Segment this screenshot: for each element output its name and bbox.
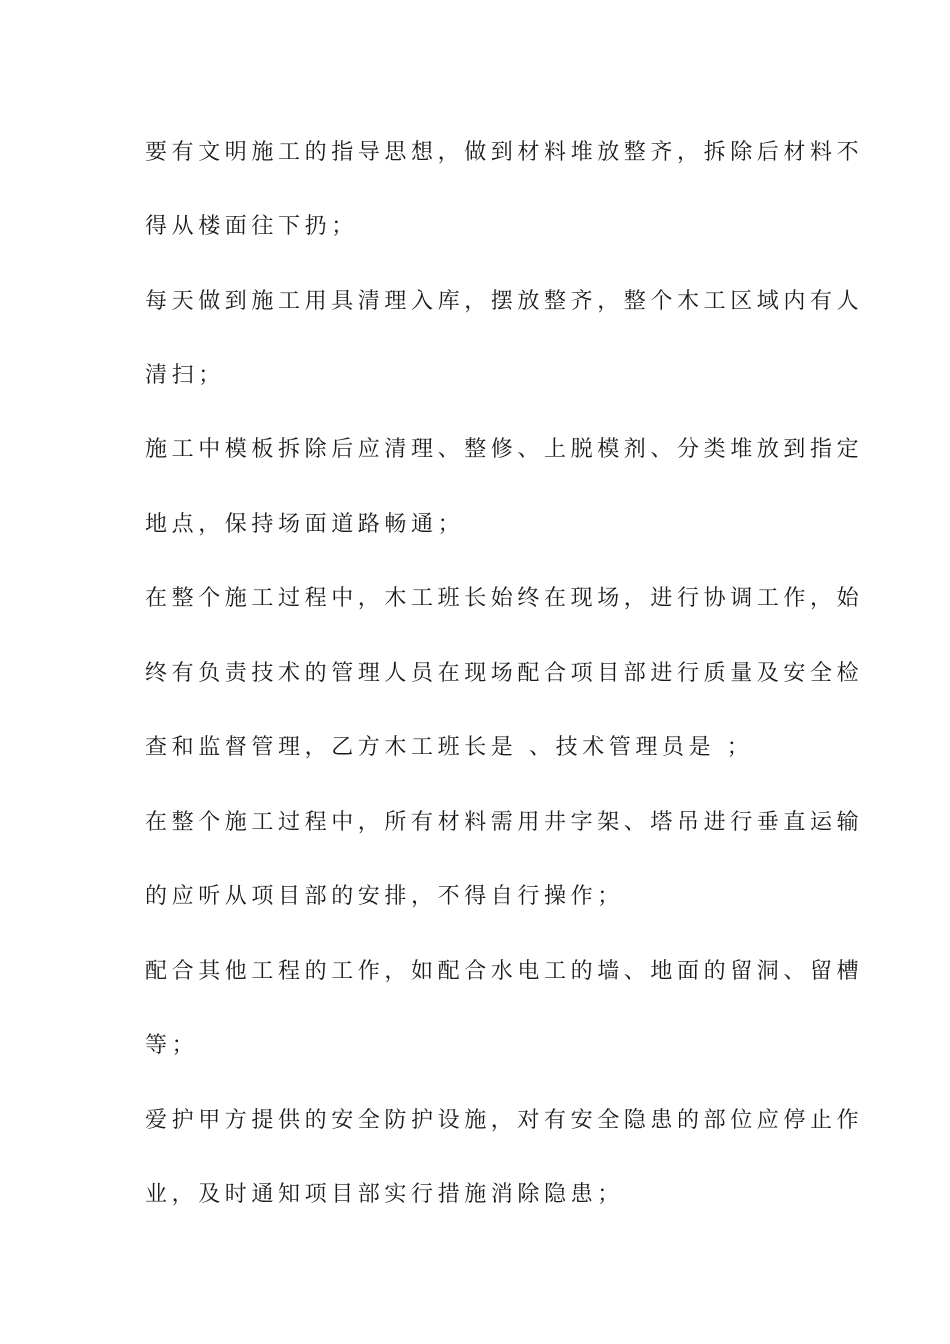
text-line: 等； <box>145 1033 199 1058</box>
text-line: 在整个施工过程中，木工班长始终在现场，进行协调工作，始 <box>145 586 864 611</box>
text-line: 爱护甲方提供的安全防护设施，对有安全隐患的部位应停止作 <box>145 1108 864 1133</box>
text-line: 查和监督管理，乙方木工班长是 、技术管理员是 ； <box>145 735 754 760</box>
text-line: 配合其他工程的工作，如配合水电工的墙、地面的留洞、留槽 <box>145 959 864 984</box>
text-line: 终有负责技术的管理人员在现场配合项目部进行质量及安全检 <box>145 661 864 686</box>
text-line: 施工中模板拆除后应清理、整修、上脱模剂、分类堆放到指定 <box>145 437 864 462</box>
text-line: 的应听从项目部的安排，不得自行操作； <box>145 884 624 909</box>
text-line: 每天做到施工用具清理入库，摆放整齐，整个木工区域内有人 <box>145 289 864 314</box>
text-line: 得从楼面往下扔； <box>145 214 358 239</box>
text-line: 要有文明施工的指导思想，做到材料堆放整齐，拆除后材料不 <box>145 140 864 165</box>
text-line: 清扫； <box>145 363 225 388</box>
text-line: 业，及时通知项目部实行措施消除隐患； <box>145 1182 624 1207</box>
text-line: 在整个施工过程中，所有材料需用井字架、塔吊进行垂直运输 <box>145 810 864 835</box>
text-line: 地点，保持场面道路畅通； <box>145 512 465 537</box>
